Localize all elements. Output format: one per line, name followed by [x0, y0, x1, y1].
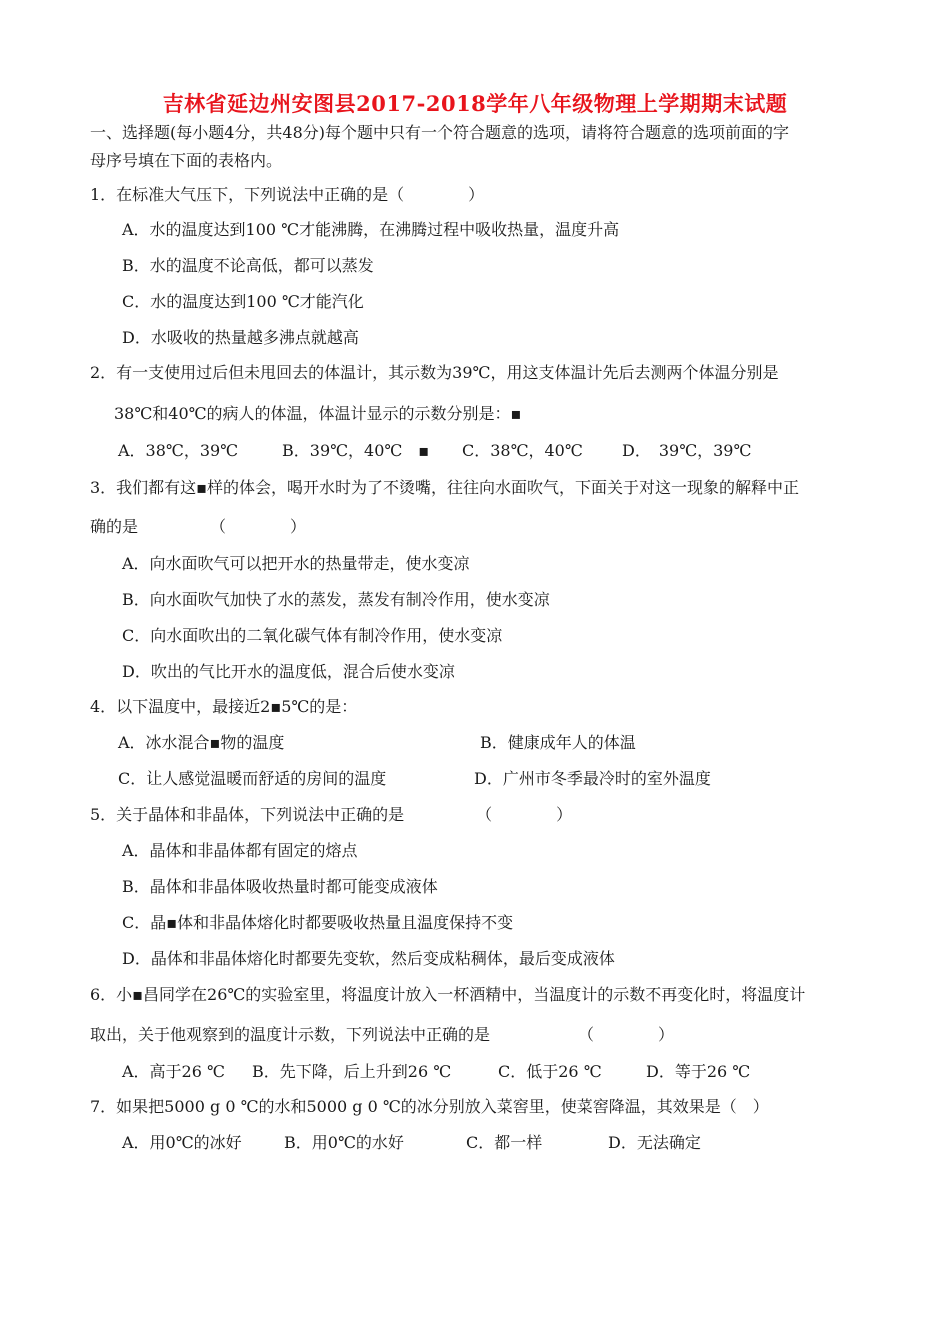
question-2-stem-line-1: 2．有一支使用过后但未甩回去的体温计，其示数为39℃，用这支体温计先后去测两个体温分别是	[90, 363, 779, 382]
question-5-option-a: A．晶体和非晶体都有固定的熔点	[122, 841, 358, 860]
question-6-option-c: C．低于26 ℃	[498, 1062, 602, 1081]
question-6-option-d: D．等于26 ℃	[646, 1062, 751, 1081]
question-5-option-c: C．晶▪体和非晶体熔化时都要吸收热量且温度保持不变	[122, 913, 514, 932]
question-3-stem-line-2: 确的是 （ ）	[90, 517, 307, 536]
question-5-stem: 5．关于晶体和非晶体，下列说法中正确的是 （ ）	[90, 805, 573, 824]
question-7-stem: 7．如果把5000 g 0 ℃的水和5000 g 0 ℃的冰分别放入菜窖里，使菜窖降温，其效果是（ ）	[90, 1097, 769, 1116]
question-2-option-d: D． 39℃，39℃	[622, 441, 752, 460]
question-3-option-b: B．向水面吹气加快了水的蒸发，蒸发有制冷作用，使水变凉	[122, 590, 550, 609]
instructions-line-2: 母序号填在下面的表格内。	[90, 151, 283, 170]
question-4-option-d: D．广州市冬季最冷时的室外温度	[474, 769, 711, 788]
question-1-option-b: B．水的温度不论高低，都可以蒸发	[122, 256, 374, 275]
question-4-option-a: A．冰水混合▪物的温度	[118, 733, 285, 752]
question-1-option-d: D．水吸收的热量越多沸点就越高	[122, 328, 359, 347]
question-6-stem-line-1: 6．小▪昌同学在26℃的实验室里，将温度计放入一杯酒精中，当温度计的示数不再变化时，将温度计	[90, 985, 806, 1004]
question-5-option-b: B．晶体和非晶体吸收热量时都可能变成液体	[122, 877, 438, 896]
question-4-option-b: B．健康成年人的体温	[480, 733, 636, 752]
question-5-option-d: D．晶体和非晶体熔化时都要先变软，然后变成粘稠体，最后变成液体	[122, 949, 615, 968]
question-3-option-d: D．吹出的气比开水的温度低，混合后使水变凉	[122, 662, 455, 681]
question-3-option-c: C．向水面吹出的二氧化碳气体有制冷作用，使水变凉	[122, 626, 503, 645]
question-4-stem: 4．以下温度中，最接近2▪5℃的是：	[90, 697, 358, 716]
question-1-stem: 1．在标准大气压下，下列说法中正确的是（ ）	[90, 185, 485, 204]
question-7-option-b: B．用0℃的水好	[284, 1133, 404, 1152]
page-title: 吉林省延边州安图县2017-2018学年八年级物理上学期期末试题	[162, 91, 788, 116]
question-6-option-b: B．先下降，后上升到26 ℃	[252, 1062, 452, 1081]
question-6-stem-line-2: 取出，关于他观察到的温度计示数，下列说法中正确的是 （ ）	[90, 1025, 675, 1044]
question-6-option-a: A．高于26 ℃	[122, 1062, 225, 1081]
question-1-option-c: C．水的温度达到100 ℃才能汽化	[122, 292, 364, 311]
question-2-stem-line-2: 38℃和40℃的病人的体温，体温计显示的示数分别是：▪	[114, 404, 522, 423]
question-1-option-a: A．水的温度达到100 ℃才能沸腾，在沸腾过程中吸收热量，温度升高	[122, 220, 620, 239]
question-2-option-b: B．39℃，40℃ ▪	[282, 441, 430, 460]
question-4-option-c: C．让人感觉温暖而舒适的房间的温度	[118, 769, 387, 788]
question-7-option-c: C．都一样	[466, 1133, 543, 1152]
question-2-option-a: A．38℃，39℃	[118, 441, 239, 460]
question-7-option-a: A．用0℃的冰好	[122, 1133, 242, 1152]
question-7-option-d: D．无法确定	[608, 1133, 701, 1152]
question-3-stem-line-1: 3．我们都有这▪样的体会，喝开水时为了不烫嘴，往往向水面吹气，下面关于对这一现象的解释中正	[90, 478, 800, 497]
question-3-option-a: A．向水面吹气可以把开水的热量带走，使水变凉	[122, 554, 470, 573]
instructions-line-1: 一、选择题(每小题4分，共48分)每个题中只有一个符合题意的选项，请将符合题意的选项前面的字	[90, 123, 790, 142]
question-2-option-c: C．38℃，40℃	[462, 441, 583, 460]
